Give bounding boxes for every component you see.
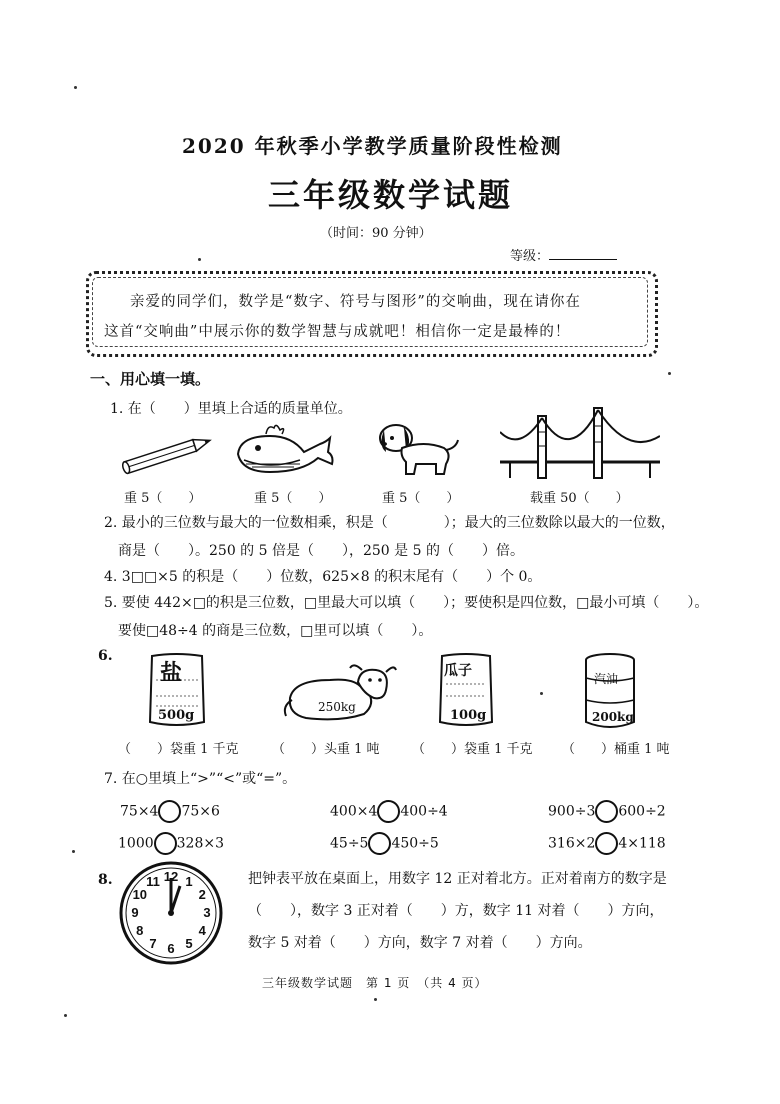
answer-circle[interactable] bbox=[158, 800, 181, 823]
clock-number: 9 bbox=[131, 905, 139, 920]
answer-circle[interactable] bbox=[154, 832, 177, 855]
page-footer: 三年级数学试题 第 1 页 （共 4 页） bbox=[262, 976, 488, 990]
clock-number: 8 bbox=[136, 923, 144, 938]
q5-line-1: 5. 要使 442×□的积是三位数，□里最大可以填（ ）；要使积是四位数，□最小可填（ ）。 bbox=[104, 595, 709, 611]
q1-caption-pencil: 重 5（ ） bbox=[124, 491, 202, 506]
q8-line-3: 数字 5 对着（ ）方向，数字 7 对着（ ）方向。 bbox=[248, 935, 592, 951]
oil-weight: 200kg bbox=[592, 710, 634, 724]
q1-text: 1. 在（ ）里填上合适的质量单位。 bbox=[110, 401, 352, 417]
clock-number: 3 bbox=[203, 905, 211, 920]
clock-number: 2 bbox=[198, 887, 206, 902]
answer-circle[interactable] bbox=[595, 800, 618, 823]
clock-number: 12 bbox=[163, 869, 179, 884]
q8-number: 8. bbox=[98, 872, 113, 888]
section-1-title: 一、用心填一填。 bbox=[90, 370, 211, 388]
cow-icon bbox=[280, 660, 398, 726]
q2-line-1: 2. 最小的三位数与最大的一位数相乘，积是（ ）；最大的三位数除以最大的一位数， bbox=[104, 515, 675, 531]
page-title: 三年级数学试题 bbox=[268, 176, 514, 214]
clock-number: 4 bbox=[198, 923, 206, 938]
pencil-icon bbox=[118, 430, 218, 478]
clock-number: 5 bbox=[185, 936, 193, 952]
grade-label bbox=[510, 245, 617, 264]
q7-item-4-left: 1000 bbox=[118, 835, 154, 852]
q7-item-4 bbox=[118, 832, 224, 855]
q7-item-1 bbox=[120, 800, 220, 823]
q8-line-2: （ ），数字 3 正对着（ ）方，数字 11 对着（ ）方向， bbox=[248, 903, 664, 919]
grade-field[interactable] bbox=[549, 245, 617, 260]
exam-time: （时间：90 分钟） bbox=[320, 226, 432, 241]
oil-label: 汽油 bbox=[594, 672, 619, 686]
q7-item-3-left: 900÷3 bbox=[548, 803, 596, 820]
answer-circle[interactable] bbox=[595, 832, 618, 855]
intro-line-2: 这首“交响曲”中展示你的数学智慧与成就吧！相信你一定是最棒的！ bbox=[104, 324, 571, 340]
q7-item-6-right: 4×118 bbox=[618, 835, 666, 852]
salt-label: 盐 bbox=[160, 660, 183, 686]
q7-item-4-right: 328×3 bbox=[176, 835, 224, 852]
intro-line-1: 亲爱的同学们，数学是“数字、符号与图形”的交响曲，现在请你在 bbox=[130, 294, 581, 310]
q7-item-6 bbox=[548, 832, 666, 855]
salt-weight: 500g bbox=[158, 708, 195, 723]
q7-item-2-right: 400÷4 bbox=[400, 803, 448, 820]
q1-caption-dog: 重 5（ ） bbox=[382, 491, 460, 506]
q7-item-1-right: 75×6 bbox=[181, 803, 220, 820]
q7-item-3 bbox=[548, 800, 666, 823]
grade-label-text: 等级： bbox=[510, 249, 550, 264]
answer-circle[interactable] bbox=[368, 832, 391, 855]
q7-item-3-right: 600÷2 bbox=[618, 803, 666, 820]
q2-line-2: 商是（ ）。250 的 5 倍是（ ），250 是 5 的（ ）倍。 bbox=[118, 543, 524, 559]
q7-item-2-left: 400×4 bbox=[330, 803, 378, 820]
scan-speck bbox=[198, 258, 201, 261]
q6-number: 6. bbox=[98, 648, 113, 664]
exam-heading: 2020 年秋季小学教学质量阶段性检测 bbox=[182, 134, 563, 158]
seed-weight: 100g bbox=[450, 708, 487, 723]
q5-line-2: 要使□48÷4 的商是三位数，□里可以填（ ）。 bbox=[118, 623, 433, 639]
q7-item-6-left: 316×2 bbox=[548, 835, 596, 852]
clock-number: 7 bbox=[149, 936, 157, 952]
q6-caption-2: （ ）头重 1 吨 bbox=[272, 742, 380, 757]
q6-caption-3: （ ）袋重 1 千克 bbox=[412, 742, 533, 757]
scan-speck bbox=[668, 372, 671, 375]
q8-line-1: 把钟表平放在桌面上，用数字 12 正对着北方。正对着南方的数字是 bbox=[248, 871, 667, 887]
q6-caption-1: （ ）袋重 1 千克 bbox=[118, 742, 239, 757]
dog-icon bbox=[372, 418, 462, 480]
q1-caption-bridge: 载重 50（ ） bbox=[530, 491, 629, 506]
q7-text: 7. 在○里填上“>”“<”或“=”。 bbox=[104, 771, 297, 787]
q7-item-5 bbox=[330, 832, 439, 855]
q1-caption-whale: 重 5（ ） bbox=[254, 491, 332, 506]
clock-number: 6 bbox=[167, 941, 175, 956]
scan-speck bbox=[540, 692, 543, 695]
scan-speck bbox=[72, 850, 75, 853]
bridge-icon bbox=[500, 402, 660, 482]
scan-speck bbox=[64, 1014, 67, 1017]
clock-icon bbox=[118, 860, 224, 966]
answer-circle[interactable] bbox=[377, 800, 400, 823]
q7-item-2 bbox=[330, 800, 448, 823]
clock-number: 10 bbox=[132, 887, 148, 902]
scan-speck bbox=[374, 998, 377, 1001]
clock-number: 1 bbox=[185, 873, 193, 889]
q7-item-5-right: 450÷5 bbox=[391, 835, 439, 852]
q4-text: 4. 3□□×5 的积是（ ）位数，625×8 的积末尾有（ ）个 0。 bbox=[104, 569, 542, 585]
q7-item-5-left: 45÷5 bbox=[330, 835, 369, 852]
scan-speck bbox=[74, 86, 77, 89]
clock-number: 11 bbox=[146, 873, 160, 889]
seed-label: 瓜子 bbox=[444, 663, 472, 679]
q6-caption-4: （ ）桶重 1 吨 bbox=[562, 742, 670, 757]
q7-item-1-left: 75×4 bbox=[120, 803, 159, 820]
cow-weight: 250kg bbox=[318, 700, 356, 714]
whale-icon bbox=[230, 420, 340, 480]
